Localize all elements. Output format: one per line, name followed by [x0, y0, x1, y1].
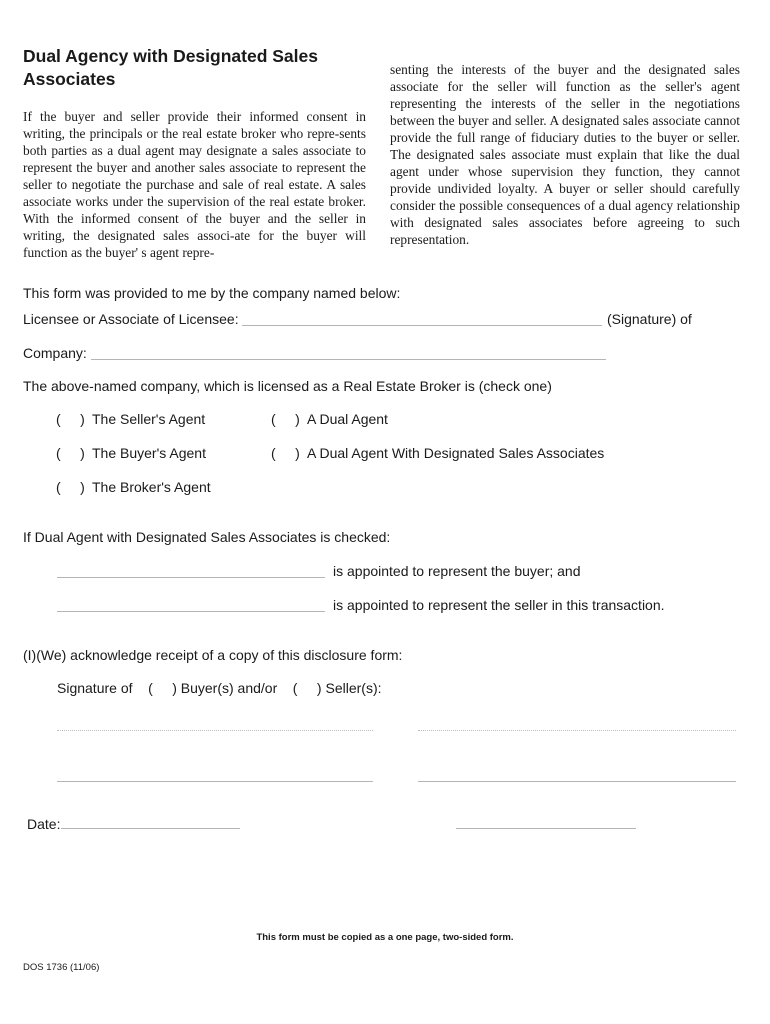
signature-of-label: (Signature) of	[607, 311, 692, 327]
option-sellers-agent[interactable]	[56, 411, 205, 427]
option-label: The Broker's Agent	[92, 479, 211, 495]
option-brokers-agent[interactable]	[56, 479, 211, 495]
signature-of-row	[57, 680, 382, 696]
option-label: The Seller's Agent	[92, 411, 206, 427]
company-label: Company:	[23, 345, 87, 361]
buyer-check-slot[interactable]: ( )	[148, 680, 177, 696]
option-label: A Dual Agent With Designated Sales Associates	[307, 445, 605, 461]
licensee-label: Licensee or Associate of Licensee:	[23, 311, 239, 327]
option-buyers-agent[interactable]	[56, 445, 206, 461]
sellers-text: Seller(s):	[325, 680, 382, 696]
signature-line-1[interactable]	[57, 716, 373, 731]
acknowledge-text: (I)(We) acknowledge receipt of a copy of this disclosure form:	[23, 647, 403, 663]
signature-line-4[interactable]	[418, 767, 736, 782]
copy-instruction-note: This form must be copied as a one page, two-sided form.	[256, 932, 514, 943]
option-dual-agent-designated[interactable]	[271, 445, 604, 461]
intro-paragraph-right: senting the interests of the buyer and the designated sales associate for the seller will function as the seller's agent representing the interests of the seller in the negotiations between the buyer and seller. A designated sales associate cannot provide the full range of fiduciary duties to the buyer or seller. The designated sales associate must explain that like the dual agent under whose supervision they function, they cannot provide undivided loyalty. A buyer or seller should carefully consider the possible consequences of a dual agency relationship with designated sales associates before agreeing to such representation.	[390, 62, 740, 247]
option-label: A Dual Agent	[307, 411, 388, 427]
intro-paragraph-left: If the buyer and seller provide their informed consent in writing, the principals or the real estate broker who repre-sents both parties as a dual agent may designate a sales associate to represent the buyer and another sales associate to represent the seller to negotiate the purchase and sale of real estate. A sales associate works under the supervision of the real estate broker. With the informed consent of the buyer and the seller in writing, the designated sales associ-ate for the buyer will function as the buyer' s agent repre-	[23, 109, 366, 260]
signature-line-3[interactable]	[57, 767, 373, 782]
date-field-2[interactable]	[456, 814, 636, 829]
date-field-1[interactable]	[61, 814, 240, 829]
signature-of-text: Signature of	[57, 680, 133, 696]
appointed-buyer-text: is appointed to represent the buyer; and	[333, 563, 581, 579]
check-slot[interactable]: ( )	[271, 445, 300, 461]
check-slot[interactable]: ( )	[271, 411, 300, 427]
licensee-field[interactable]	[242, 310, 602, 326]
option-dual-agent[interactable]	[271, 411, 388, 427]
check-slot[interactable]: ( )	[56, 411, 85, 427]
seller-check-slot[interactable]: ( )	[292, 680, 322, 696]
page-title: Dual Agency with Designated Sales Associates	[23, 46, 318, 89]
option-label: The Buyer's Agent	[92, 445, 206, 461]
if-checked-text: If Dual Agent with Designated Sales Associates is checked:	[23, 529, 391, 545]
signature-line-2[interactable]	[418, 716, 736, 731]
check-slot[interactable]: ( )	[56, 479, 85, 495]
provided-by-text: This form was provided to me by the company named below:	[23, 285, 401, 301]
buyers-andor-text: Buyer(s) and/or	[180, 680, 278, 696]
appointed-seller-text: is appointed to represent the seller in this transaction.	[333, 597, 665, 613]
date-label: Date:	[27, 816, 61, 832]
seller-associate-field[interactable]	[57, 596, 325, 612]
buyer-associate-field[interactable]	[57, 562, 325, 578]
company-field[interactable]	[91, 344, 606, 360]
check-slot[interactable]: ( )	[56, 445, 85, 461]
form-number: DOS 1736 (11/06)	[23, 962, 100, 973]
licensed-as-text: The above-named company, which is licensed as a Real Estate Broker is (check one)	[23, 378, 552, 394]
